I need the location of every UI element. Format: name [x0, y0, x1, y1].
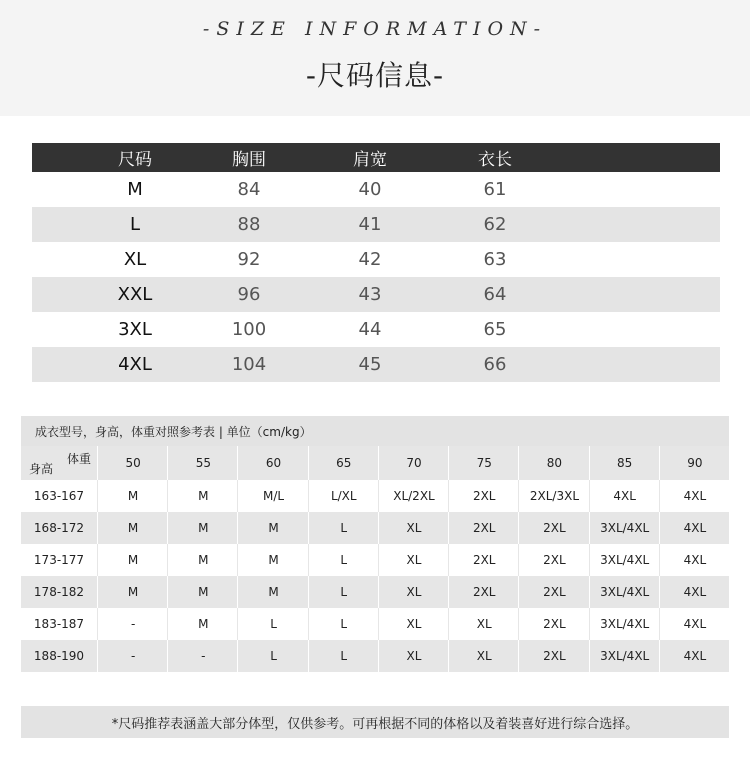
recommended-size: 2XL — [518, 576, 589, 608]
recommended-size: L/XL — [308, 480, 379, 512]
recommended-size: 2XL — [518, 608, 589, 640]
recommended-size: XL — [448, 640, 519, 672]
recommended-size: L — [237, 640, 308, 672]
recommended-size: M — [237, 512, 308, 544]
recommended-size: 2XL — [448, 512, 519, 544]
measurement-value: 92 — [237, 249, 261, 270]
height-row — [21, 576, 729, 608]
weight-header: 60 — [237, 446, 308, 480]
recommended-size: 3XL/4XL — [589, 544, 660, 576]
recommended-size: XL — [378, 512, 449, 544]
recommended-size: L — [237, 608, 308, 640]
column-header: 衣长 — [478, 150, 512, 170]
recommended-size: XL — [378, 608, 449, 640]
recommended-size: 2XL — [448, 576, 519, 608]
measurement-value: 44 — [358, 319, 382, 340]
recommended-size: 2XL — [518, 512, 589, 544]
height-range: 188-190 — [33, 649, 85, 663]
height-row — [21, 512, 729, 544]
footer-note: *尺码推荐表涵盖大部分体型，仅供参考。可再根据不同的体格以及着装喜好进行综合选择。 — [21, 706, 729, 738]
recommended-size: L — [308, 576, 379, 608]
recommended-size: M — [97, 480, 168, 512]
recommended-size: 4XL — [659, 544, 730, 576]
weight-header: 90 — [659, 446, 730, 480]
recommended-size: M — [167, 544, 238, 576]
recommended-size: 2XL — [518, 544, 589, 576]
recommended-size: M/L — [237, 480, 308, 512]
measurement-value: 63 — [483, 249, 507, 270]
measurement-value: 65 — [483, 319, 507, 340]
height-range: 183-187 — [33, 617, 85, 631]
recommended-size: - — [97, 640, 168, 672]
recommended-size: - — [97, 608, 168, 640]
recommended-size: 3XL/4XL — [589, 576, 660, 608]
corner-header — [21, 446, 97, 480]
weight-header: 65 — [308, 446, 379, 480]
recommended-size: XL — [378, 640, 449, 672]
size-label: XXL — [117, 284, 153, 305]
title-chinese: -尺码信息- — [305, 59, 445, 92]
recommended-size: L — [308, 640, 379, 672]
height-weight-table — [21, 416, 729, 672]
recommended-size: XL — [378, 544, 449, 576]
weight-header: 75 — [448, 446, 519, 480]
size-measurement-table — [32, 143, 720, 382]
size-table-row — [32, 207, 720, 242]
recommended-size: 4XL — [659, 608, 730, 640]
table-caption: 成衣型号，身高，体重对照参考表 | 单位（cm/kg） — [21, 416, 729, 446]
header-banner — [0, 0, 750, 116]
weight-header: 85 — [589, 446, 660, 480]
recommended-size: 2XL/3XL — [518, 480, 589, 512]
recommended-size: XL/2XL — [378, 480, 449, 512]
column-header: 肩宽 — [353, 150, 387, 170]
height-range: 178-182 — [33, 585, 85, 599]
recommended-size: L — [308, 512, 379, 544]
size-table-header — [32, 143, 720, 172]
measurement-value: 40 — [358, 179, 382, 200]
weight-header: 55 — [167, 446, 238, 480]
recommended-size: M — [237, 544, 308, 576]
recommended-size: M — [167, 512, 238, 544]
height-range: 173-177 — [33, 553, 85, 567]
recommended-size: XL — [448, 608, 519, 640]
recommended-size: 4XL — [659, 640, 730, 672]
measurement-value: 45 — [358, 354, 382, 375]
measurement-value: 100 — [231, 319, 267, 340]
weight-header: 80 — [518, 446, 589, 480]
size-table-row — [32, 312, 720, 347]
column-header: 尺码 — [118, 150, 152, 170]
size-table-row — [32, 172, 720, 207]
measurement-value: 84 — [237, 179, 261, 200]
height-row — [21, 640, 729, 672]
recommended-size: L — [308, 608, 379, 640]
recommended-size: 2XL — [518, 640, 589, 672]
measurement-value: 62 — [483, 214, 507, 235]
recommended-size: M — [167, 576, 238, 608]
recommended-size: L — [308, 544, 379, 576]
recommended-size: 3XL/4XL — [589, 640, 660, 672]
measurement-value: 104 — [231, 354, 267, 375]
weight-axis-label: 体重 — [66, 452, 91, 466]
recommended-size: - — [167, 640, 238, 672]
recommended-size: M — [97, 544, 168, 576]
height-range: 168-172 — [33, 521, 85, 535]
recommended-size: XL — [378, 576, 449, 608]
size-label: XL — [123, 249, 147, 270]
recommended-size: 2XL — [448, 544, 519, 576]
measurement-value: 66 — [483, 354, 507, 375]
measurement-value: 88 — [237, 214, 261, 235]
recommended-size: 4XL — [659, 512, 730, 544]
height-row — [21, 544, 729, 576]
recommended-size: 4XL — [589, 480, 660, 512]
weight-header: 50 — [97, 446, 168, 480]
recommended-size: 2XL — [448, 480, 519, 512]
size-label: M — [127, 179, 143, 200]
height-range: 163-167 — [33, 489, 85, 503]
recommended-size: 3XL/4XL — [589, 608, 660, 640]
weight-header-row — [21, 446, 729, 480]
recommended-size: M — [167, 480, 238, 512]
height-axis-label: 身高 — [29, 462, 54, 476]
measurement-value: 41 — [358, 214, 382, 235]
recommended-size: M — [167, 608, 238, 640]
size-table-row — [32, 277, 720, 312]
weight-header: 70 — [378, 446, 449, 480]
size-label: 4XL — [118, 354, 152, 375]
size-label: L — [129, 214, 141, 235]
recommended-size: 3XL/4XL — [589, 512, 660, 544]
measurement-value: 43 — [358, 284, 382, 305]
measurement-value: 64 — [483, 284, 507, 305]
measurement-value: 61 — [483, 179, 507, 200]
measurement-value: 42 — [358, 249, 382, 270]
recommended-size: 4XL — [659, 480, 730, 512]
column-header: 胸围 — [232, 150, 266, 170]
title-english: -SIZE INFORMATION- — [202, 18, 548, 40]
recommended-size: M — [97, 512, 168, 544]
recommended-size: M — [97, 576, 168, 608]
size-table-row — [32, 347, 720, 382]
measurement-value: 96 — [237, 284, 261, 305]
recommended-size: 4XL — [659, 576, 730, 608]
size-label: 3XL — [118, 319, 152, 340]
size-table-row — [32, 242, 720, 277]
height-row — [21, 608, 729, 640]
height-row — [21, 480, 729, 512]
recommended-size: M — [237, 576, 308, 608]
